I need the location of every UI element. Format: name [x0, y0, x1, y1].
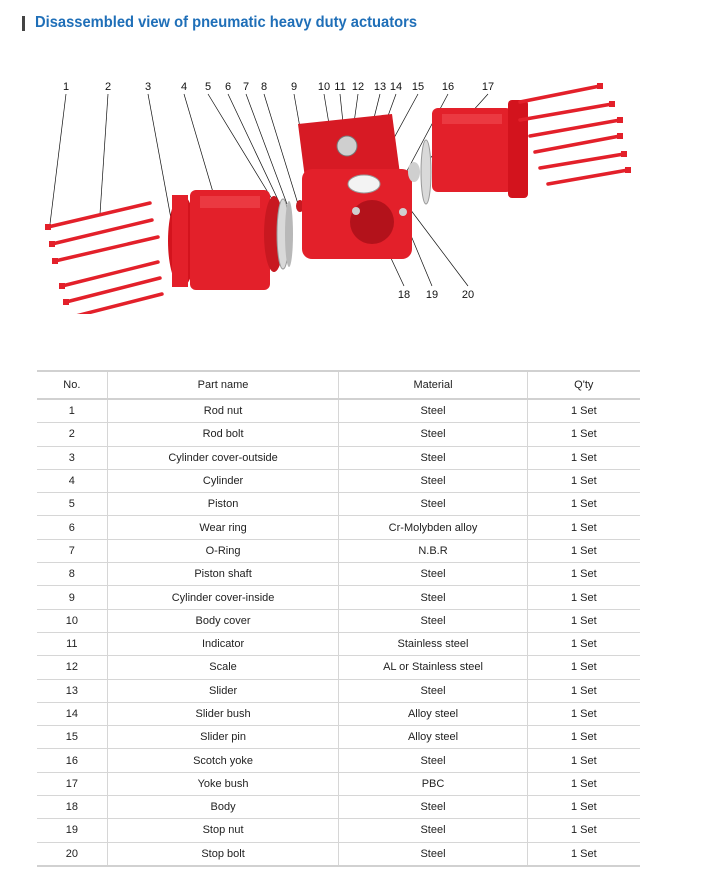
header-part-name: Part name — [107, 371, 339, 399]
cell-no: 11 — [66, 638, 78, 651]
callout-label: 14 — [389, 81, 403, 93]
rod-nut — [597, 83, 603, 89]
cell-no: 15 — [65, 731, 78, 744]
cell-no: 1 — [68, 405, 75, 418]
table-row — [37, 749, 640, 772]
cell-material: Steel — [339, 796, 527, 819]
cell-material: Steel — [339, 819, 527, 842]
table-row — [37, 469, 640, 492]
callout-label: 19 — [425, 289, 439, 301]
cell-material: Steel — [339, 563, 527, 586]
indicator — [337, 136, 357, 156]
callout-label: 15 — [411, 81, 425, 93]
cell-qty: 1 Set — [527, 423, 640, 446]
cell-part-name: Slider — [107, 679, 339, 702]
cell-qty: 1 Set — [527, 632, 640, 655]
exploded-diagram — [0, 64, 720, 314]
cell-part-name: Stop nut — [107, 819, 339, 842]
stop-nut-2 — [399, 208, 407, 216]
cell-material: Alloy steel — [339, 726, 527, 749]
cell-qty: 1 Set — [527, 842, 640, 866]
cell-qty: 1 Set — [527, 656, 640, 679]
callout-label: 7 — [242, 81, 250, 93]
rod-nut — [617, 117, 623, 123]
rod-bolt — [540, 154, 624, 168]
rod-bolt — [530, 120, 620, 136]
callout-label: 5 — [204, 81, 212, 93]
table-row — [37, 586, 640, 609]
cell-part-name: Piston shaft — [107, 563, 339, 586]
cell-part-name: Rod bolt — [107, 423, 339, 446]
page-header — [22, 14, 450, 32]
leader-line — [148, 94, 172, 224]
cell-part-name: O-Ring — [107, 539, 339, 562]
cell-no: 18 — [65, 801, 78, 814]
leader-line — [100, 94, 108, 214]
rod-bolt — [520, 86, 600, 102]
cell-material: Steel — [339, 586, 527, 609]
rod-nut — [49, 241, 55, 247]
cell-material: PBC — [339, 772, 527, 795]
table-row — [37, 726, 640, 749]
cell-material: Steel — [339, 446, 527, 469]
leader-line — [184, 94, 215, 199]
callout-label: 2 — [104, 81, 112, 93]
cell-qty: 1 Set — [527, 493, 640, 516]
cell-part-name: Slider pin — [107, 726, 339, 749]
cell-qty: 1 Set — [527, 796, 640, 819]
cell-part-name: Wear ring — [107, 516, 339, 539]
cell-no: 6 — [68, 521, 75, 534]
cell-part-name: Yoke bush — [107, 772, 339, 795]
table-row — [37, 656, 640, 679]
callout-label: 6 — [224, 81, 232, 93]
callout-label: 9 — [290, 81, 298, 93]
rod-nut — [617, 133, 623, 139]
rod-nut — [45, 224, 51, 230]
right-rod-bolts — [520, 83, 631, 184]
cell-qty: 1 Set — [527, 749, 640, 772]
page-title: Disassembled view of pneumatic heavy duty actuators — [35, 14, 418, 31]
table-row — [37, 796, 640, 819]
callout-label: 12 — [351, 81, 365, 93]
cell-qty: 1 Set — [527, 726, 640, 749]
cell-qty: 1 Set — [527, 772, 640, 795]
cell-no: 16 — [65, 754, 78, 767]
cell-qty: 1 Set — [527, 609, 640, 632]
cell-no: 9 — [68, 591, 75, 604]
cell-part-name: Scale — [107, 656, 339, 679]
callout-label: 4 — [180, 81, 188, 93]
table-body — [37, 399, 640, 866]
cell-material: Steel — [339, 399, 527, 423]
cell-material: AL or Stainless steel — [339, 656, 527, 679]
body-bore — [350, 200, 394, 244]
rod-nut — [59, 283, 65, 289]
title-marker — [22, 16, 25, 31]
scotch-yoke — [348, 175, 380, 193]
actuator-body-group — [298, 114, 420, 259]
rod-nut — [52, 258, 58, 264]
cell-material: Steel — [339, 493, 527, 516]
callout-label: 17 — [481, 81, 495, 93]
callout-label: 13 — [373, 81, 387, 93]
right-cylinder-assembly — [421, 100, 528, 204]
cell-no: 12 — [65, 661, 78, 674]
yoke-bush — [421, 140, 431, 204]
cell-material: Steel — [339, 679, 527, 702]
cell-qty: 1 Set — [527, 563, 640, 586]
rod-nut — [625, 167, 631, 173]
cell-part-name: Body — [107, 796, 339, 819]
cell-material: Alloy steel — [339, 702, 527, 725]
left-cylinder-assembly — [168, 190, 304, 290]
table-row — [37, 609, 640, 632]
cell-qty: 1 Set — [527, 586, 640, 609]
rod-bolt — [548, 170, 628, 184]
table-header-row — [37, 371, 640, 399]
cell-part-name: Cylinder — [107, 469, 339, 492]
cell-qty: 1 Set — [527, 539, 640, 562]
header-qty: Q'ty — [527, 371, 640, 399]
cell-part-name: Piston — [107, 493, 339, 516]
cylinder-left-cover-flange — [172, 195, 188, 287]
cell-no: 2 — [68, 428, 75, 441]
table-row — [37, 423, 640, 446]
cell-part-name: Stop bolt — [107, 842, 339, 866]
table-row — [37, 516, 640, 539]
cell-material: N.B.R — [339, 539, 527, 562]
cell-part-name: Indicator — [107, 632, 339, 655]
table-row — [37, 563, 640, 586]
cell-part-name: Rod nut — [107, 399, 339, 423]
callout-label: 16 — [441, 81, 455, 93]
table-row — [37, 772, 640, 795]
table-row — [37, 399, 640, 423]
rod-bolt — [535, 136, 620, 152]
cell-no: 17 — [65, 777, 78, 790]
cell-part-name: Cylinder cover-outside — [107, 446, 339, 469]
cylinder-right-cover — [508, 100, 528, 198]
table-row — [37, 702, 640, 725]
cell-no: 8 — [68, 568, 75, 581]
rod-nut — [621, 151, 627, 157]
cell-no: 10 — [65, 614, 78, 627]
cell-qty: 1 Set — [527, 469, 640, 492]
cell-material: Steel — [339, 423, 527, 446]
cell-no: 13 — [65, 684, 78, 697]
cell-part-name: Scotch yoke — [107, 749, 339, 772]
stop-nut — [352, 207, 360, 215]
leader-line — [50, 94, 66, 224]
callout-label: 1 — [62, 81, 70, 93]
cell-no: 14 — [65, 708, 78, 720]
cylinder-left-highlight — [200, 196, 260, 208]
cell-material: Stainless steel — [339, 632, 527, 655]
cell-no: 4 — [68, 475, 75, 488]
table-row — [37, 679, 640, 702]
left-rod-bolts — [45, 203, 162, 314]
cell-part-name: Body cover — [107, 609, 339, 632]
cell-no: 3 — [68, 451, 75, 464]
cell-part-name: Cylinder cover-inside — [107, 586, 339, 609]
table-row — [37, 632, 640, 655]
header-material: Material — [339, 371, 527, 399]
cell-qty: 1 Set — [527, 516, 640, 539]
table-row — [37, 493, 640, 516]
parts-table — [37, 370, 640, 867]
rod-nut — [609, 101, 615, 107]
cell-qty: 1 Set — [527, 399, 640, 423]
leader-line — [208, 94, 272, 199]
cell-part-name: Slider bush — [107, 702, 339, 725]
cell-qty: 1 Set — [527, 446, 640, 469]
cell-material: Steel — [339, 469, 527, 492]
cell-material: Steel — [339, 609, 527, 632]
table-row — [37, 446, 640, 469]
cell-qty: 1 Set — [527, 702, 640, 725]
header-no: No. — [63, 379, 81, 391]
callout-label: 18 — [397, 289, 411, 301]
callout-label: 3 — [144, 81, 152, 93]
cell-material: Steel — [339, 842, 527, 866]
cell-no: 5 — [68, 498, 75, 511]
cell-no: 20 — [65, 847, 78, 860]
callout-label: 11 — [334, 81, 346, 93]
leader-line — [228, 94, 280, 204]
cylinder-right-highlight — [442, 114, 502, 124]
callout-label: 20 — [461, 289, 475, 301]
slider — [408, 162, 420, 182]
cell-material: Cr-Molybden alloy — [339, 516, 527, 539]
o-ring-left — [285, 201, 293, 267]
cell-qty: 1 Set — [527, 679, 640, 702]
rod-nut — [63, 299, 69, 305]
cell-material: Steel — [339, 749, 527, 772]
cell-no: 7 — [68, 544, 75, 557]
table-row — [37, 842, 640, 866]
cell-qty: 1 Set — [527, 819, 640, 842]
callout-label: 10 — [317, 81, 331, 93]
leader-line — [410, 209, 468, 286]
callout-label: 8 — [260, 81, 268, 93]
cell-no: 19 — [65, 824, 78, 837]
table-row — [37, 539, 640, 562]
rod-bolt — [520, 104, 612, 120]
table-row — [37, 819, 640, 842]
